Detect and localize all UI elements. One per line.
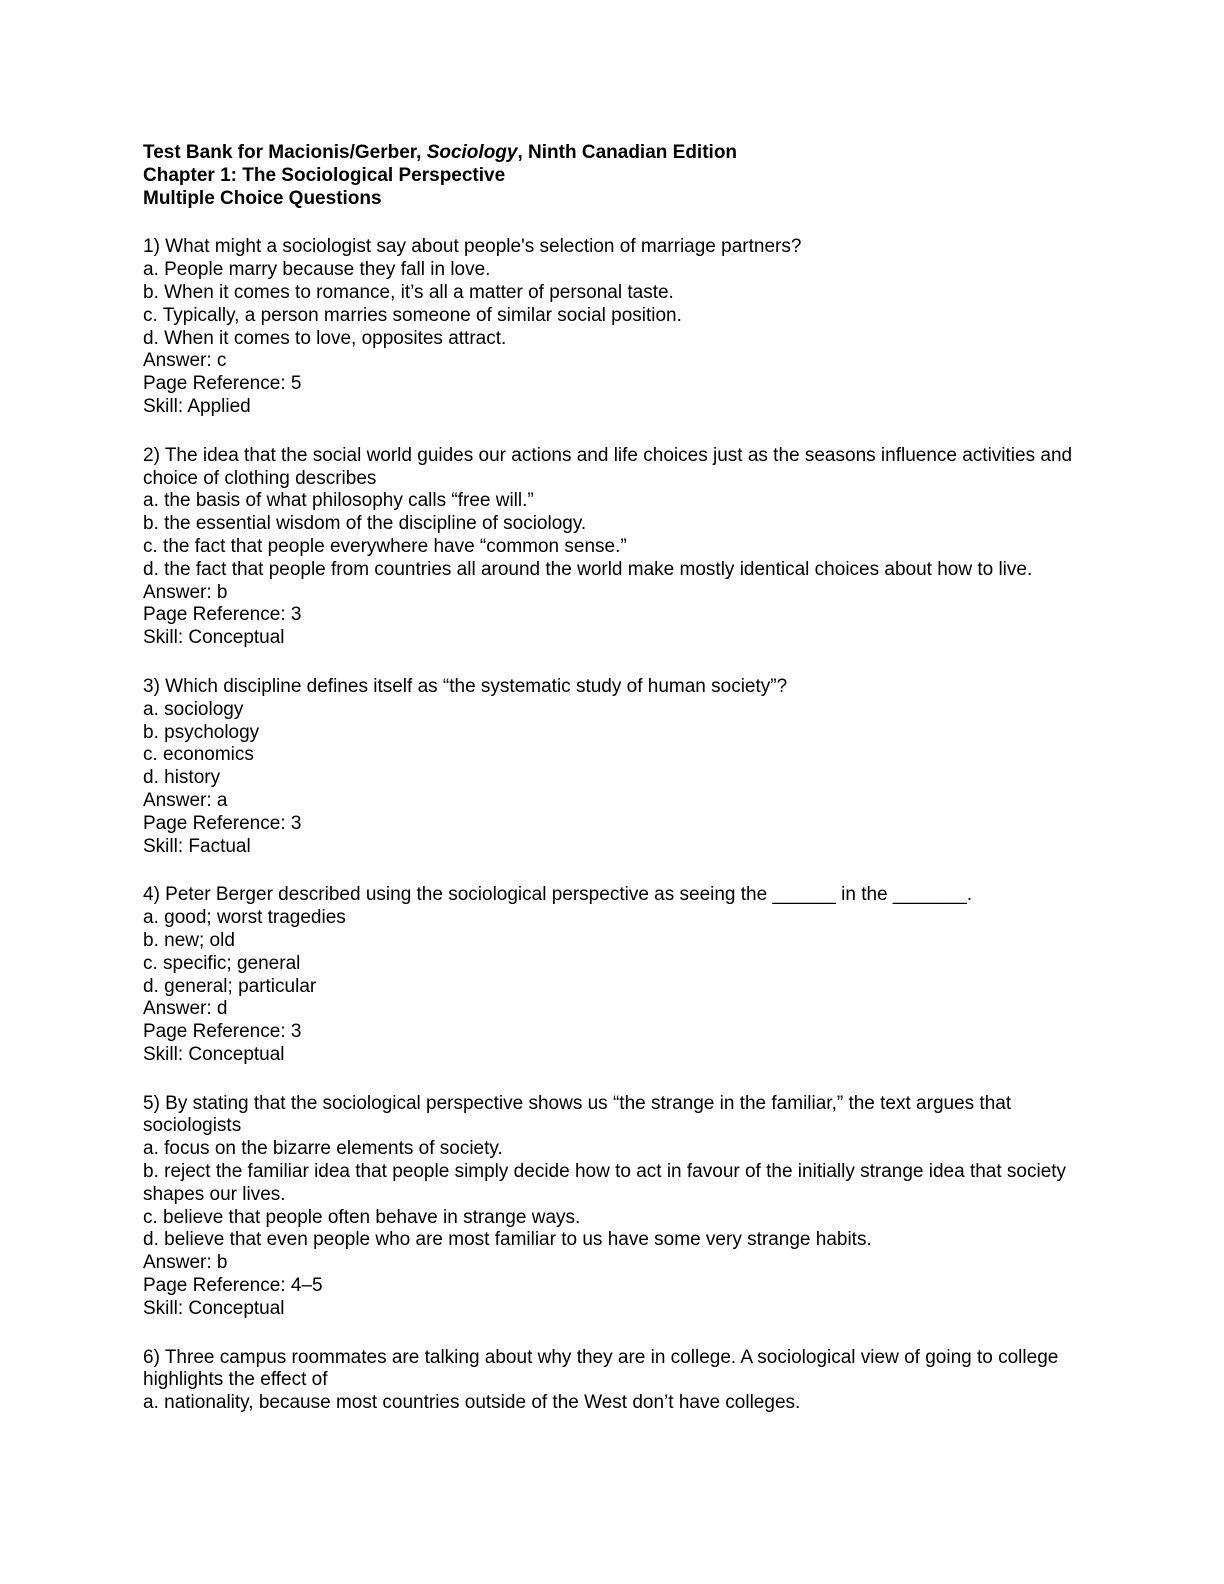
page-reference: Page Reference: 3	[143, 1021, 302, 1043]
option-d: d. When it comes to love, opposites attract.	[143, 327, 507, 349]
option-d: d. history	[143, 767, 221, 789]
option-b: b. the essential wisdom of the discipline of sociology.	[143, 513, 587, 535]
question-1	[143, 236, 1083, 418]
document-header	[143, 142, 1083, 210]
question-3	[143, 676, 1083, 858]
answer: Answer: a	[143, 789, 228, 811]
answer: Answer: c	[143, 350, 227, 372]
skill: Skill: Conceptual	[143, 627, 285, 649]
chapter-title: Chapter 1: The Sociological Perspective	[143, 164, 506, 186]
option-a: a. sociology	[143, 698, 244, 720]
question-stem: 5) By stating that the sociological perspective shows us “the strange in the familiar,” the text argues that sociologists	[143, 1092, 1012, 1137]
option-c: c. specific; general	[143, 952, 301, 974]
question-stem: 3) Which discipline defines itself as “the systematic study of human society”?	[143, 675, 788, 697]
answer: Answer: d	[143, 998, 228, 1020]
question-6	[143, 1347, 1083, 1415]
question-stem: 4) Peter Berger described using the sociological perspective as seeing the ______ in the _______.	[143, 884, 973, 906]
option-a: a. People marry because they fall in love.	[143, 259, 491, 281]
title-prefix: Test Bank for Macionis/Gerber,	[143, 142, 427, 163]
question-5	[143, 1093, 1083, 1321]
question-stem: 1) What might a sociologist say about people's selection of marriage partners?	[143, 236, 802, 258]
page-reference: Page Reference: 3	[143, 604, 302, 626]
section-title: Multiple Choice Questions	[143, 187, 382, 209]
option-b: b. reject the familiar idea that people simply decide how to act in favour of the initially strange idea that society shapes our lives.	[143, 1161, 1067, 1205]
question-4	[143, 884, 1083, 1066]
document-page	[143, 142, 1083, 1441]
skill: Skill: Applied	[143, 395, 251, 417]
option-c: c. believe that people often behave in strange ways.	[143, 1206, 581, 1228]
option-a: a. good; worst tragedies	[143, 907, 346, 929]
answer: Answer: b	[143, 581, 228, 603]
book-title: Sociology	[426, 142, 518, 163]
page-reference: Page Reference: 4–5	[143, 1275, 323, 1297]
title-line	[143, 142, 1083, 165]
question-stem: 6) Three campus roommates are talking about why they are in college. A sociological view of going to college highlights the effect of	[143, 1346, 1059, 1391]
option-d: d. the fact that people from countries all around the world make mostly identical choices about how to live.	[143, 558, 1033, 580]
skill: Skill: Conceptual	[143, 1043, 285, 1065]
question-stem: 2) The idea that the social world guides our actions and life choices just as the seasons influence activities and choice of clothing describes	[143, 444, 1073, 489]
answer: Answer: b	[143, 1252, 228, 1274]
title-suffix: , Ninth Canadian Edition	[517, 142, 738, 163]
skill: Skill: Conceptual	[143, 1297, 285, 1319]
page-reference: Page Reference: 5	[143, 373, 302, 395]
option-b: b. psychology	[143, 721, 260, 743]
question-2	[143, 445, 1083, 650]
option-b: b. When it comes to romance, it’s all a matter of personal taste.	[143, 281, 674, 303]
option-b: b. new; old	[143, 929, 235, 951]
page-reference: Page Reference: 3	[143, 812, 302, 834]
option-c: c. the fact that people everywhere have “common sense.”	[143, 535, 627, 557]
option-a: a. the basis of what philosophy calls “free will.”	[143, 490, 534, 512]
option-a: a. nationality, because most countries outside of the West don’t have colleges.	[143, 1392, 801, 1414]
option-a: a. focus on the bizarre elements of society.	[143, 1138, 503, 1160]
option-d: d. general; particular	[143, 975, 317, 997]
skill: Skill: Factual	[143, 835, 251, 857]
option-d: d. believe that even people who are most familiar to us have some very strange habits.	[143, 1229, 872, 1251]
option-c: c. economics	[143, 744, 254, 766]
option-c: c. Typically, a person marries someone of similar social position.	[143, 304, 682, 326]
